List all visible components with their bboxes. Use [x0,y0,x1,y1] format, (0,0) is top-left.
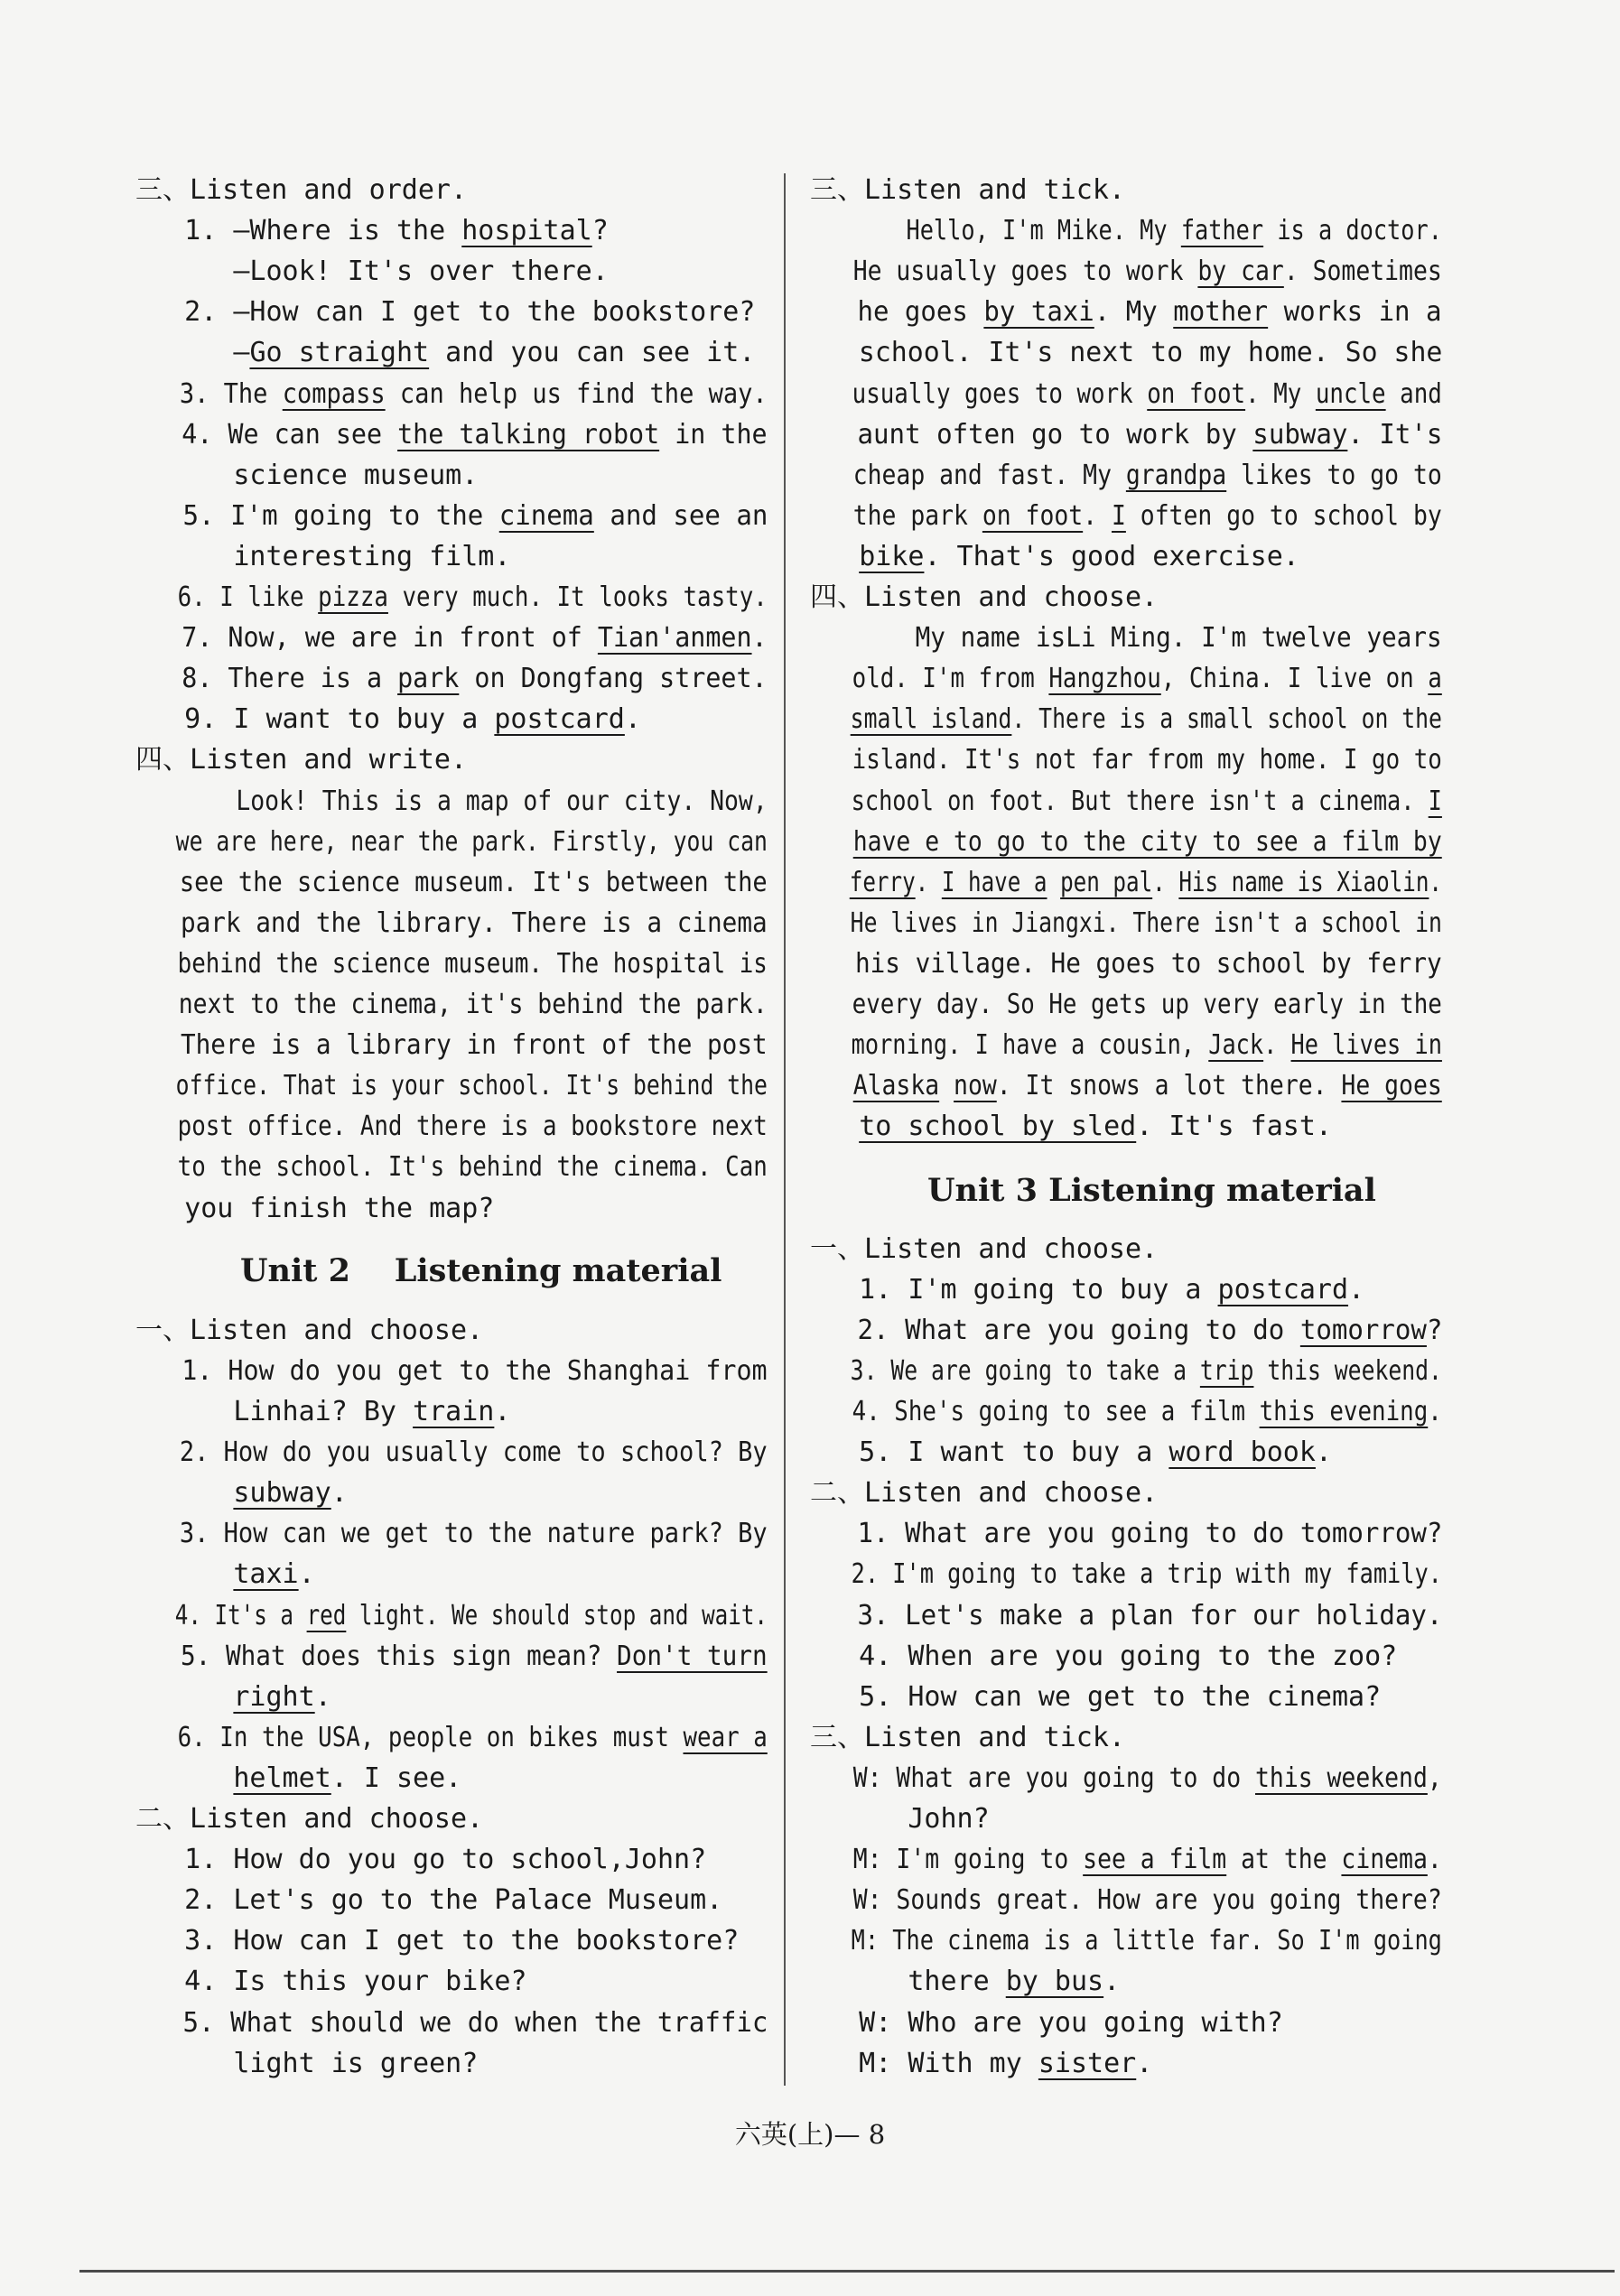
text-line [810,862,1442,903]
line-text: W: What are you going to do [810,1762,1256,1794]
line-text [135,1558,233,1590]
text-line [810,984,1442,1025]
line-text: cheap and fast. My [810,459,1126,491]
text-line [135,1595,768,1636]
line-text: at the [1226,1844,1342,1876]
answer-blank: sister [1038,2047,1137,2079]
answer-blank: cinema [1341,1844,1428,1876]
line-text: 四、Listen and choose. [810,581,1159,613]
line-text: school on foot. But there isn't a cinema. [810,785,1429,817]
text-line [135,903,768,943]
line-text: and see an [593,499,768,532]
answer-blank: cinema [498,499,594,532]
text-line [810,658,1442,699]
answer-blank: helmet [233,1762,331,1794]
line-text: . [1428,1396,1442,1427]
line-text: can help us find the way. [385,377,768,410]
line-text: He usually goes to work [810,256,1198,288]
text-line [135,1065,768,1106]
answer-blank: park [397,663,460,695]
text-line [135,2043,478,2084]
text-line [135,618,768,658]
line-text: My name isLi Ming. I'm twelve years [810,622,1442,655]
text-line [135,251,609,292]
text-line [135,455,478,496]
line-text: . [751,622,768,655]
line-text: . [1136,2047,1153,2079]
line-text: 3. We are going to take a [810,1354,1200,1387]
line-text: — [135,337,250,369]
line-text: . That's good exercise. [924,540,1299,572]
line-text: and [1385,377,1442,410]
line-text: . My [1245,377,1316,410]
text-line [135,210,609,251]
line-text: there [810,1966,1006,1998]
answer-blank: the talking robot [397,418,660,451]
text-line [810,1961,1120,2002]
answer-blank: subway [233,1477,331,1510]
answer-blank: word book [1168,1436,1316,1469]
text-line [810,1391,1442,1432]
text-line [135,1432,768,1473]
text-line [135,1920,739,1961]
text-line [135,1880,722,1920]
line-text: 2. I'm going to take a trip with my family. [810,1558,1442,1591]
line-text: the park [810,499,982,532]
line-text: 1. How do you get to the Shanghai from [135,1354,768,1387]
line-text: M: With my [810,2047,1038,2079]
line-text: old. I'm from [810,663,1049,695]
line-text: 2. What are you going to do [810,1314,1300,1346]
answer-blank: He goes [1341,1070,1442,1102]
line-text: 4. When are you going to the zoo? [810,1640,1398,1672]
text-line [135,822,768,862]
line-text: 1. —Where is the [135,215,462,247]
answer-blank: pizza [318,581,388,613]
answer-blank: postcard [1217,1273,1349,1306]
text-line [810,739,1442,780]
answer-blank: He lives in [1290,1029,1442,1062]
answer-blank: compass [282,377,386,410]
answer-blank: His name is Xiaolin [1178,866,1429,898]
text-line [810,210,1442,251]
line-text: 1. I'm going to buy a [810,1273,1218,1306]
text-line [135,170,467,210]
line-text: likes to go to [1226,459,1442,491]
line-text: 三、Listen and tick. [810,174,1125,206]
line-text: —Look! It's over there. [135,256,609,288]
line-text: ? [1426,1314,1443,1346]
line-text: . [1152,866,1179,898]
text-line [135,1391,510,1432]
answer-blank: this weekend [1255,1762,1428,1794]
text-line [810,496,1442,536]
text-line [135,536,510,577]
line-text: , China. I live on [1160,663,1429,695]
line-text: behind the science museum. The hospital is [135,947,768,980]
answer-blank: on foot [982,499,1084,532]
line-text [1047,867,1061,898]
answer-blank: Go straight [249,337,430,369]
text-line [810,1758,1442,1799]
text-line [135,292,755,332]
line-text: is a doctor. [1263,215,1442,247]
unit2-heading: Unit 2 Listening material [240,1252,722,1289]
answer-blank: this evening [1259,1396,1429,1427]
line-text: There is a library in front of the post [135,1029,768,1062]
line-text: science museum. [135,459,479,491]
line-text: 3. How can we get to the nature park? By [135,1518,768,1550]
line-text: his village. He goes to school by ferry [810,947,1442,980]
line-text [810,541,859,572]
answer-blank: red [306,1599,347,1631]
line-text: works in a [1268,296,1442,329]
line-text: aunt often go to work by [810,418,1253,451]
text-line [810,1310,1442,1351]
text-line [810,251,1442,292]
line-text: 5. I want to buy a [810,1436,1169,1469]
text-line [135,1188,494,1229]
answer-blank: taxi [233,1558,299,1591]
text-line [810,2043,1152,2084]
line-text: to the school. It's behind the cinema. Can [135,1151,768,1184]
line-text: , [1427,1762,1442,1794]
line-text: very much. It looks tasty. [387,581,768,613]
answer-blank: a [1428,663,1442,695]
line-text: Look! This is a map of our city. Now, [135,785,768,817]
line-text: 一、Listen and choose. [135,1314,484,1346]
answer-blank: pen pal [1060,866,1153,898]
line-text: . [298,1558,315,1591]
line-text: 2. —How can I get to the bookstore? [135,296,756,329]
text-line [810,1554,1442,1594]
answer-blank: right [233,1680,315,1713]
line-text: . It's fast. [1136,1111,1332,1143]
line-text: . [1429,866,1443,898]
text-line [810,332,1442,373]
line-text: 2. How do you usually come to school? By [135,1436,768,1469]
text-line [810,455,1442,496]
line-text: office. That is your school. It's behind the [135,1070,768,1102]
line-text: every day. So He gets up very early in the [810,989,1442,1020]
text-line [135,496,768,536]
text-line [810,374,1442,414]
line-text: post office. And there is a bookstore next [135,1111,768,1143]
line-text: 7. Now, we are in front of [135,622,598,655]
text-line [810,1473,1158,1513]
answer-blank: to school by sled [859,1111,1137,1143]
line-text: He lives in Jiangxi. There isn't a school in [810,906,1442,939]
answer-blank: ferry [849,866,916,898]
line-text: . [1315,1436,1332,1469]
line-text: M: The cinema is a little far. So I'm going [810,1925,1442,1957]
column-divider [784,173,786,2086]
line-text: . [915,866,942,898]
line-text: W: Who are you going with? [810,2006,1283,2039]
answer-blank: train [413,1396,495,1427]
text-line [810,1432,1332,1473]
line-text: next to the cinema, it's behind the park. [135,989,768,1020]
text-line [810,822,1442,862]
text-line [135,332,755,373]
answer-blank: Don't turn [617,1640,768,1672]
text-line [810,1269,1364,1310]
text-line [135,1106,768,1147]
line-text: . [1103,1966,1121,1998]
text-line [810,1595,1442,1636]
line-text: 5. I'm going to the [135,499,499,532]
answer-blank: trip [1199,1354,1254,1387]
text-line [135,1473,348,1513]
text-line [135,658,768,699]
text-line [810,1065,1442,1106]
text-line [810,1025,1442,1065]
text-line [810,1351,1442,1391]
line-text: W: Sounds great. How are you going there? [810,1884,1442,1917]
text-line [810,1229,1158,1269]
line-text: park and the library. There is a cinema [135,906,768,939]
answer-blank: I have a [941,866,1047,898]
line-text: 一、Listen and choose. [810,1232,1159,1265]
line-text: 四、Listen and write. [135,744,468,776]
text-line [810,1920,1442,1961]
text-line [135,1717,768,1758]
line-text: M: I'm going to [810,1844,1084,1876]
line-text: Hello, I'm Mike. My [810,215,1181,247]
line-text: this weekend. [1253,1354,1442,1387]
line-text: ? [591,215,609,247]
line-text: 二、Listen and choose. [135,1803,484,1835]
line-text: 3. How can I get to the bookstore? [135,1925,740,1957]
text-line [135,1636,768,1677]
text-line [135,414,768,455]
line-text: 三、Listen and order. [135,174,468,206]
answer-blank: I [1111,499,1126,532]
line-text: 5. What should we do when the traffic [135,2006,768,2039]
text-line [135,1758,461,1799]
text-line [810,1839,1442,1880]
line-text [810,703,851,735]
line-text: often go to school by [1125,499,1442,532]
text-line [810,903,1442,943]
answer-blank: Jack [1208,1029,1264,1062]
line-text: 3. The [135,377,283,410]
text-line [135,984,768,1025]
line-text: in the [659,418,768,451]
bottom-rule [79,2270,1615,2273]
line-text: . [1348,1273,1365,1306]
text-line [810,292,1442,332]
line-text: island. It's not far from my home. I go to [810,744,1442,776]
answer-blank: uncle [1315,377,1386,410]
answer-blank: hospital [461,215,592,247]
text-line [135,781,768,822]
line-text: . There is a small school on the [1011,703,1442,736]
text-line [135,1677,331,1717]
line-text [810,1070,853,1102]
line-text: see the science museum. It's between the [135,866,768,898]
line-text: . [1083,499,1112,532]
line-text: . My [1094,296,1174,329]
line-text [810,1111,859,1142]
line-text: usually goes to work [810,377,1148,410]
line-text: 二、Listen and choose. [810,1477,1159,1510]
answer-blank: grandpa [1125,459,1227,491]
line-text: . [331,1477,348,1510]
text-line [135,374,768,414]
answer-blank: by taxi [983,296,1094,329]
answer-blank: postcard [494,703,625,736]
answer-blank: mother [1173,296,1269,329]
line-text [135,1477,233,1509]
line-text: . It snows a lot there. [996,1070,1342,1102]
line-text: 5. What does this sign mean? [135,1640,618,1672]
text-line [810,577,1158,618]
line-text: morning. I have a cousin, [810,1029,1209,1062]
answer-blank: on foot [1147,377,1246,410]
line-text: Linhai? By [135,1396,414,1427]
text-line [810,1880,1442,1920]
text-line [135,739,467,780]
text-line [810,943,1442,984]
line-text [810,867,850,898]
answer-blank: father [1180,215,1264,247]
text-line [135,2003,768,2043]
line-text: 6. I like [135,581,319,613]
line-text: on Dongfang street. [459,663,768,695]
line-text [810,826,853,858]
line-text: 4. We can see [135,418,398,451]
answer-blank: small island [850,703,1012,736]
text-line [810,1513,1442,1554]
answer-blank: Hangzhou [1048,663,1161,695]
text-line [135,1839,706,1880]
line-text: school. It's next to my home. So she [810,337,1443,369]
line-text: he goes [810,296,984,329]
answer-blank: by car [1197,256,1284,288]
line-text: 1. What are you going to do tomorrow? [810,1518,1443,1550]
text-line [810,1106,1332,1147]
line-text: 4. She's going to see a film [810,1396,1260,1427]
answer-blank: Tian'anmen [597,622,752,655]
line-text: . Sometimes [1283,256,1442,288]
answer-blank: have e to go to the city to see a film by [852,825,1442,858]
line-text: . [1427,1844,1442,1876]
text-line [810,536,1299,577]
line-text: 4. Is this your bike? [135,1966,527,1998]
text-line [135,1799,483,1839]
text-line [810,781,1442,822]
line-text: . [494,1396,511,1427]
line-text: you finish the map? [135,1192,495,1224]
line-text: 8. There is a [135,663,398,695]
text-line [135,1554,315,1594]
line-text: we are here, near the park. Firstly, you can [135,825,768,858]
text-line [135,1961,526,2002]
line-text: 4. It's a [135,1599,307,1631]
answer-blank: by bus [1005,1966,1104,1998]
answer-blank: I [1428,785,1442,817]
text-line [810,170,1125,210]
text-line [135,943,768,984]
line-text: . It's [1347,418,1443,451]
line-text: interesting film. [135,540,511,572]
unit3-heading: Unit 3 Listening material [927,1172,1376,1209]
text-line [810,1799,990,1839]
page-number: 六英(上)— 8 [734,2119,886,2150]
text-line [810,699,1442,739]
line-text: 三、Listen and tick. [810,1721,1125,1753]
text-line [135,699,641,739]
answer-blank: tomorrow [1299,1314,1427,1346]
line-text: 5. How can we get to the cinema? [810,1680,1382,1713]
line-text [939,1070,954,1102]
text-line [135,577,768,618]
line-text: and you can see it. [429,337,756,369]
line-text: 9. I want to buy a [135,703,495,736]
text-line [810,618,1442,658]
line-text: 1. How do you go to school,John? [135,1844,707,1876]
line-text: . I see. [331,1762,462,1794]
text-line [810,1717,1125,1758]
line-text: . [624,703,641,736]
answer-blank: bike [859,540,925,572]
line-text [135,1762,233,1794]
line-text: 6. In the USA, people on bikes must [135,1721,684,1753]
text-line [135,1025,768,1065]
text-line [135,1351,768,1391]
text-line [135,862,768,903]
answer-blank: see a film [1083,1844,1227,1876]
line-text [135,1681,233,1713]
answer-blank: Alaska [852,1070,940,1102]
text-line [135,1147,768,1187]
line-text: . [314,1680,331,1713]
line-text: light is green? [135,2047,479,2079]
text-line [810,414,1442,455]
text-line [135,1310,483,1351]
answer-blank: subway [1252,418,1348,451]
line-text: 3. Let's make a plan for our holiday. [810,1599,1443,1631]
line-text: 2. Let's go to the Palace Museum. [135,1884,723,1917]
line-text: light. We should stop and wait. [346,1599,768,1631]
text-line [810,1677,1381,1717]
text-line [810,1636,1397,1677]
text-line [810,2003,1283,2043]
text-line [135,1513,768,1554]
answer-blank: now [954,1070,997,1102]
answer-blank: wear a [683,1721,768,1753]
line-text: . [1263,1029,1291,1062]
line-text: John? [810,1803,990,1835]
